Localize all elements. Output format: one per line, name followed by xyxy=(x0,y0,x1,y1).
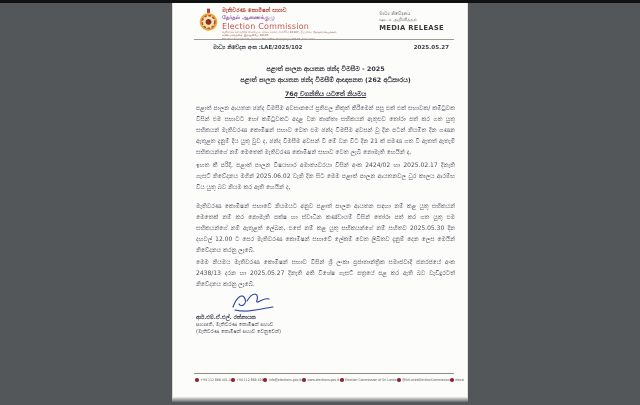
signatory-role: සභාපති, මැතිවරණ කොමිෂන් සභාව xyxy=(196,322,274,328)
document-page xyxy=(172,3,468,397)
signatory-name: ආර්.එම්.ඒ.එල්. රත්නායක xyxy=(196,315,256,321)
footer-contact-text: +94 112 868 441-3 xyxy=(200,378,231,382)
document-title-block xyxy=(196,64,455,100)
page-bottom-shadow xyxy=(172,397,468,402)
footer-item-twitter xyxy=(397,378,450,382)
footer-contact-row xyxy=(195,378,465,382)
media-release-english: MEDIA RELEASE xyxy=(379,23,444,32)
footer-contact-text: elecsl xyxy=(455,378,465,382)
phone-icon xyxy=(195,378,199,382)
twitter-icon xyxy=(397,378,401,382)
body-paragraph-4: මෙම නියමය මැතිවරණ කොමිෂන් සභාව විසින් ශ්‍රී ලංකා ප්‍රජාතාන්ත්‍රික සමාජවාදී ජනරජයේ අංක 2438/13 දරන හා 2025.05.27 දිනැති අති විශේෂ ගැසට් පත්‍රයේ පළ කර ඇති බව වැඩිදුරටත් නිවේදනය කරනු ලැබේ. xyxy=(196,259,455,288)
email-icon xyxy=(263,378,267,382)
org-name-sinhala: මැතිවරණ කොමිෂන් සභාව xyxy=(222,8,287,14)
reference-number: මාධ්‍ය නිවේදන අංක :LAE/2025/102 xyxy=(213,45,303,51)
document-header-left xyxy=(199,8,342,41)
footer-contact-text: info@elections.gov.lk xyxy=(268,378,302,382)
media-release-tamil: ஊடக அறிவித்தல் xyxy=(379,17,418,23)
reference-row xyxy=(213,45,449,52)
globe-icon xyxy=(302,378,306,382)
org-name-tamil: தேர்தல் ஆணைக்குழு xyxy=(222,15,275,21)
footer-item-instagram xyxy=(450,378,464,382)
signatory-on-behalf: (මැතිවරණ කොමිෂන් සභාව වෙනුවෙන්) xyxy=(196,328,281,335)
body-paragraph-1: පළාත් පාලන ආයතන ඡන්ද විමසීම අවසානයේ ප්‍රතිඵල නිකුත් කිරීමෙන් පසු එක් එක් සභාවක/ කමිටුවක විසින් එම සභාවට හෝ කමිටුවකට අදාළ වන කාන්තා සභිකයන් ඇතුළුව තෝරා පත් කර ගත යුතු සභිකයන් මැතිවරණ කොමිෂන් සභාව වෙත එම ඡන්ද විමසීම අවසන් වූ දින පටන් නියමිත දින ගණන ඇතුළත දැනුම් දිය යුතු වුව ද, ඡන්ද විමසීම අවසන් වී මේ වන විට දින 21 ක් පමණ ගත වී ඇතත් ඇතැම් සභිකයන්ගේ නම් මෙතෙක් මැතිවරණ කොමිෂන් සභාව වෙත ලැබී නොමැති හෙයින් ද, xyxy=(196,105,455,156)
body-paragraph-3: මැතිවරණ කොමිෂන් සභාවේ නියමයට අනුව පළාත් පාලන ආයතන සඳහා නම් කළ යුතු සභිකයන් මෙතෙක් නම් කර නොමැති පක්ෂ හා ස්වාධීන කණ්ඩායම් විසින් තෝරා පත් කර ගත යුතු එම සභිකයන්ගේ නම් ඇතුළත් ලේඛන, එසේ නම් කළ යුතු සභිකයන්ගේ නම් සහිතව 2025.05.30 දින දහවල් 12.00 ට පෙර මැතිවරණ කොමිෂන් සභාවේ ලේකම් වෙත ලිඛිතව දැනුම් දෙන ලෙස මෙයින් නිවේදනය කරනු ලැබේ. xyxy=(196,203,455,254)
title-line-1: පළාත් පාලන ආයතන ඡන්ද විමසීම - 2025 xyxy=(266,65,385,73)
facebook-icon xyxy=(340,378,344,382)
title-line-3: 76අ වගන්තිය යටතේ නියමය xyxy=(284,90,367,98)
org-name-english: Election Commission xyxy=(222,22,310,31)
release-date: 2025.05.27 xyxy=(413,45,449,51)
fax-icon xyxy=(231,378,235,382)
title-line-2: පළාත් පාලන ආයතන ඡන්ද විමසීම් ආඥාපනත (262 අධිකාරය) xyxy=(240,76,411,84)
election-commission-emblem-icon xyxy=(199,8,218,34)
footer-item-website xyxy=(302,378,340,382)
media-release-block xyxy=(379,12,444,32)
footer-item-email xyxy=(263,378,301,382)
footer-item-phone xyxy=(195,378,231,382)
footer-contact-text: www.elections.gov.lk xyxy=(307,378,340,382)
footer-divider xyxy=(194,373,454,374)
body-paragraph-2: ඉහත කී පරිදි, පළාත් පාලන විෂයභාර අමාත්‍යවරයා විසින් අංක 2424/02 හා 2025.02.17 දිනැති ගැසට් නිවේදනය මගින් 2025.06.02 වැනි දින සිට මෙම පළාත් පාලන ආයතනවල ධුර කාලය ආරම්භ විය යුතු බව නියම කර ඇති හෙයින් ද, xyxy=(196,162,455,191)
footer-contact-text: @SriLankaElectionCommission xyxy=(402,378,450,382)
footer-item-facebook xyxy=(340,378,397,382)
org-address-line1: මැතිවරණ මහලේකම් කාර්යාලය, සරණ මාවත, රාජගිරිය 10107, ශ්‍රී ලංකාව. தேர்தல் செயலகம், சரண மாவத்தை, இராஜகிரிய 10107. xyxy=(222,30,337,38)
footer-contact-text: Election Commission of Sri Lanka xyxy=(345,378,397,382)
org-address-line2: Election Secretariat, Sarana Mawatha, Rajagiriya 10107, Sri Lanka. xyxy=(222,36,316,41)
media-release-sinhala: මාධ්‍ය නිවේදනය xyxy=(379,12,411,17)
footer-contact-text: +94 112 868 426 xyxy=(236,378,264,382)
signature-block xyxy=(196,315,281,336)
footer-item-fax xyxy=(231,378,264,382)
org-name-block xyxy=(222,8,342,41)
instagram-icon xyxy=(450,378,454,382)
